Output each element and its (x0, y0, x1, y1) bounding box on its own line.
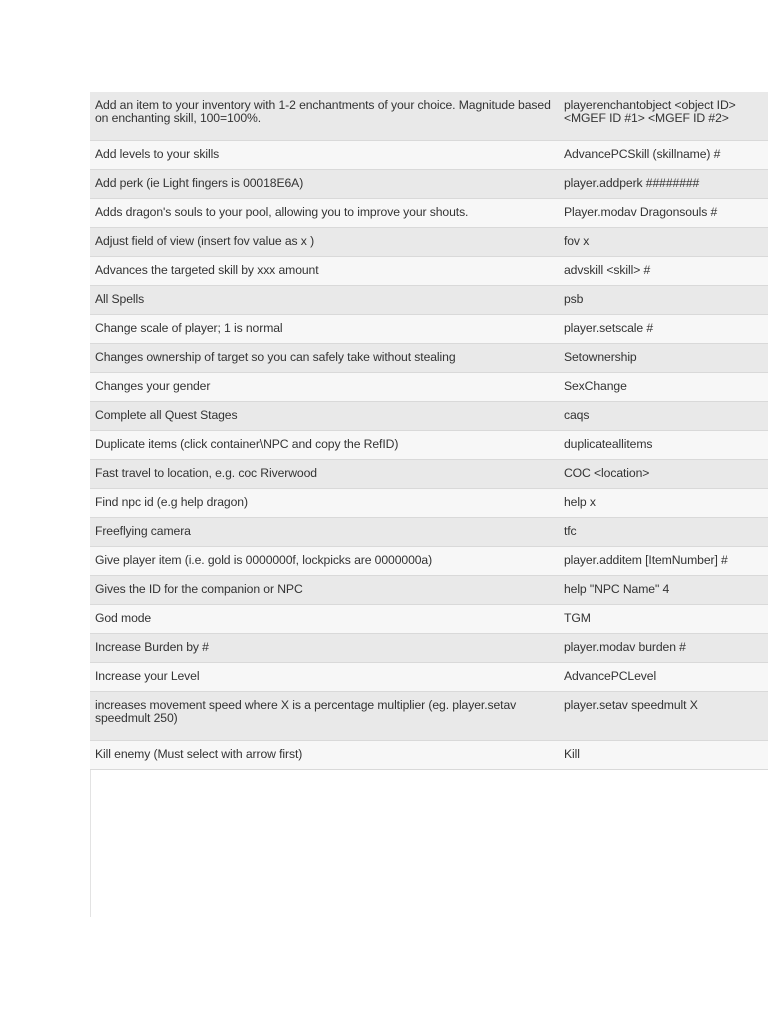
row-description: God mode (90, 605, 559, 634)
table-row (90, 663, 768, 692)
row-command: player.setav speedmult X (559, 692, 768, 741)
row-command: COC <location> (559, 460, 768, 489)
table-row (90, 228, 768, 257)
table-row (90, 634, 768, 663)
row-command: psb (559, 286, 768, 315)
row-description: Duplicate items (click container\NPC and copy the RefID) (90, 431, 559, 460)
table-row (90, 92, 768, 141)
row-command: SexChange (559, 373, 768, 402)
row-command: Player.modav Dragonsouls # (559, 199, 768, 228)
row-command: player.additem [ItemNumber] # (559, 547, 768, 576)
row-command: AdvancePCSkill (skillname) # (559, 141, 768, 170)
row-command: player.modav burden # (559, 634, 768, 663)
row-command: player.addperk ######## (559, 170, 768, 199)
row-command: duplicateallitems (559, 431, 768, 460)
row-description: Change scale of player; 1 is normal (90, 315, 559, 344)
table-row (90, 576, 768, 605)
table-row (90, 692, 768, 741)
table-row (90, 402, 768, 431)
row-command: AdvancePCLevel (559, 663, 768, 692)
table-row (90, 170, 768, 199)
row-description: Kill enemy (Must select with arrow first) (90, 741, 559, 770)
row-description: Increase your Level (90, 663, 559, 692)
row-command: caqs (559, 402, 768, 431)
console-commands-table (90, 92, 768, 770)
row-description: Adjust field of view (insert fov value as x ) (90, 228, 559, 257)
table-row (90, 315, 768, 344)
row-command: help x (559, 489, 768, 518)
row-description: increases movement speed where X is a percentage multiplier (eg. player.setav speedmult 250) (90, 692, 559, 741)
table-row (90, 199, 768, 228)
row-description: Increase Burden by # (90, 634, 559, 663)
row-command: player.setscale # (559, 315, 768, 344)
table-row (90, 373, 768, 402)
row-description: Add an item to your inventory with 1-2 enchantments of your choice. Magnitude based on enchanting skill, 100=100%. (90, 92, 559, 141)
table-body (90, 92, 768, 770)
row-description: Gives the ID for the companion or NPC (90, 576, 559, 605)
row-command: Kill (559, 741, 768, 770)
row-command: fov x (559, 228, 768, 257)
table-row (90, 605, 768, 634)
row-description: All Spells (90, 286, 559, 315)
table-row (90, 286, 768, 315)
row-description: Add perk (ie Light fingers is 00018E6A) (90, 170, 559, 199)
row-command: tfc (559, 518, 768, 547)
row-description: Add levels to your skills (90, 141, 559, 170)
row-command: help "NPC Name" 4 (559, 576, 768, 605)
table-row (90, 518, 768, 547)
table-row (90, 547, 768, 576)
row-description: Adds dragon's souls to your pool, allowing you to improve your shouts. (90, 199, 559, 228)
row-description: Give player item (i.e. gold is 0000000f, lockpicks are 0000000a) (90, 547, 559, 576)
table-row (90, 141, 768, 170)
row-description: Changes your gender (90, 373, 559, 402)
row-description: Find npc id (e.g help dragon) (90, 489, 559, 518)
table-row (90, 431, 768, 460)
row-description: Freeflying camera (90, 518, 559, 547)
table-row (90, 344, 768, 373)
table-row (90, 460, 768, 489)
row-description: Advances the targeted skill by xxx amount (90, 257, 559, 286)
row-command: playerenchantobject <object ID> <MGEF ID #1> <MGEF ID #2> (559, 92, 768, 141)
row-command: Setownership (559, 344, 768, 373)
table-row (90, 257, 768, 286)
row-command: advskill <skill> # (559, 257, 768, 286)
table-row (90, 489, 768, 518)
row-description: Changes ownership of target so you can safely take without stealing (90, 344, 559, 373)
row-description: Fast travel to location, e.g. coc Riverwood (90, 460, 559, 489)
row-description: Complete all Quest Stages (90, 402, 559, 431)
row-command: TGM (559, 605, 768, 634)
table-row (90, 741, 768, 770)
